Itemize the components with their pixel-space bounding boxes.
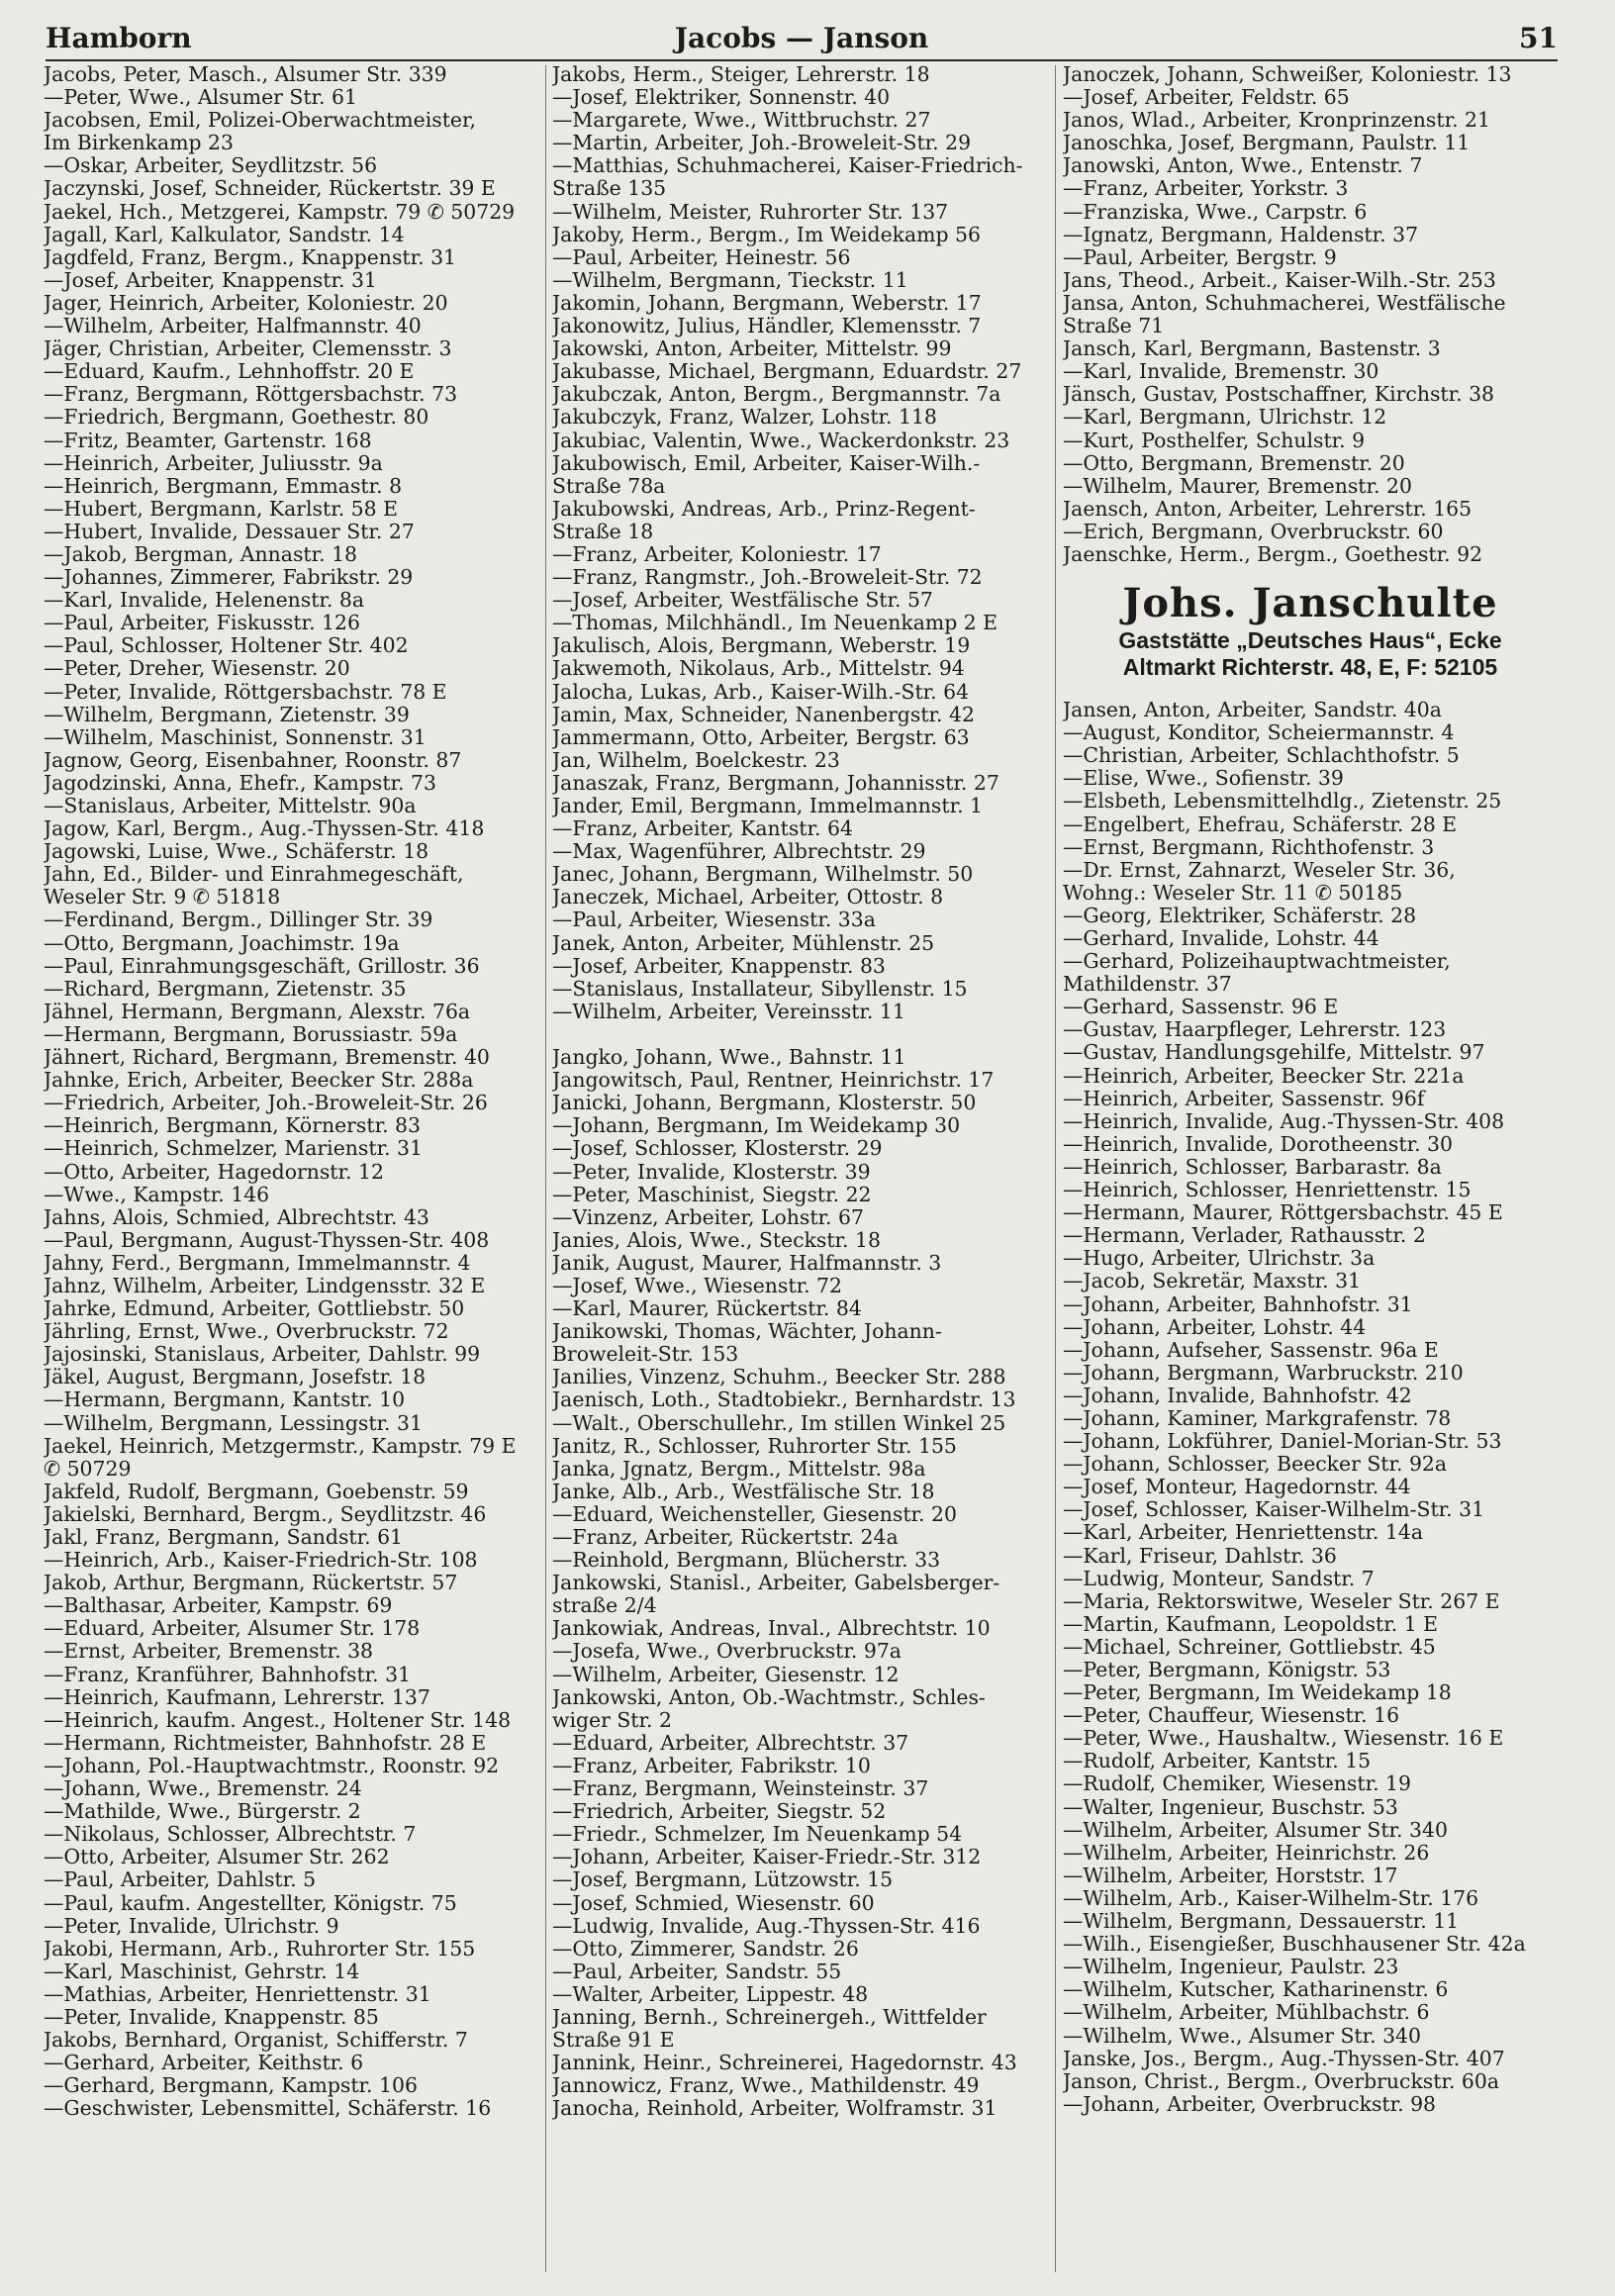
directory-entry: —Balthasar, Arbeiter, Kampstr. 69 [44,1594,393,1618]
directory-entry: —Gerhard, Sassenstr. 96 E [1063,996,1339,1019]
directory-entry: —Heinrich, Arb., Kaiser-Friedrich-Str. 108 [44,1549,478,1573]
directory-entry: —Wilhelm, Arb., Kaiser-Wilhelm-Str. 176 [1063,1886,1479,1910]
directory-entry: Janoschka, Josef, Bergmann, Paulstr. 11 [1063,132,1471,155]
directory-entry: —Paul, kaufm. Angestellter, Königstr. 75 [44,1891,457,1915]
directory-entry: —Heinrich, Arbeiter, Beecker Str. 221a [1063,1064,1465,1088]
directory-entry: Jakob, Arthur, Bergmann, Rückertstr. 57 [44,1572,458,1595]
directory-entry: Janicki, Johann, Bergmann, Klosterstr. 50 [552,1092,977,1115]
directory-entry: —Walter, Arbeiter, Lippestr. 48 [552,1982,869,2006]
directory-entry: —Josef, Wwe., Wiesenstr. 72 [552,1274,843,1297]
directory-entry: Jacobsen, Emil, Polizei-Oberwachtmeister, [44,109,476,133]
directory-entry: —Heinrich, Schlosser, Henriettenstr. 15 [1063,1179,1472,1202]
directory-entry: —Wilhelm, Maurer, Bremenstr. 20 [1063,474,1412,498]
directory-entry: —Johann, Pol.-Hauptwachtmstr., Roonstr. 92 [44,1754,500,1777]
directory-entry: Jaenschke, Herm., Bergm., Goethestr. 92 [1063,542,1483,566]
directory-entry: Jähnert, Richard, Bergmann, Bremenstr. 40 [44,1046,490,1070]
directory-entry: —Peter, Invalide, Knappenstr. 85 [44,2005,379,2029]
directory-entry: Jakobi, Hermann, Arb., Ruhrorter Str. 155 [44,1937,476,1961]
directory-entry: —Michael, Schreiner, Gottliebstr. 45 [1063,1635,1436,1659]
directory-entry: —Heinrich, Kaufmann, Lehrerstr. 137 [44,1685,430,1709]
directory-entry: —Ignatz, Bergmann, Haldenstr. 37 [1063,223,1419,246]
directory-entry: Jänsch, Gustav, Postschaffner, Kirchstr. 38 [1063,383,1495,407]
advertisement [1063,580,1558,681]
directory-entry: Janilies, Vinzenz, Schuhm., Beecker Str. 288 [552,1366,1006,1389]
directory-entry: Jansa, Anton, Schuhmacherei, Westfälische [1063,291,1506,315]
page-header [46,16,1558,61]
directory-entry: —Josef, Arbeiter, Westfälische Str. 57 [552,589,933,613]
column-3-top [1063,63,1558,566]
column-1 [44,63,538,2282]
directory-entry: Janik, August, Maurer, Halfmannstr. 3 [552,1251,942,1275]
directory-entry: Jammermann, Otto, Arbeiter, Bergstr. 63 [552,725,970,749]
directory-entry: —Ferdinand, Bergm., Dillinger Str. 39 [44,909,433,932]
directory-entry: Jahrke, Edmund, Arbeiter, Gottliebstr. 50 [44,1297,465,1321]
directory-entry: —Franziska, Wwe., Carpstr. 6 [1063,200,1368,224]
directory-entry: —Gerhard, Invalide, Lohstr. 44 [1063,927,1379,950]
directory-entry: Janowski, Anton, Wwe., Entenstr. 7 [1063,154,1423,178]
directory-entry: —Josefa, Wwe., Overbruckstr. 97a [552,1640,902,1664]
directory-entry: Jakwemoth, Nikolaus, Arb., Mittelstr. 94 [552,657,965,681]
directory-entry: Jäkel, August, Bergmann, Josefstr. 18 [44,1366,427,1389]
directory-entry: —Franz, Bergmann, Röttgersbachstr. 73 [44,383,458,407]
directory-entry: Janocha, Reinhold, Arbeiter, Wolframstr. 31 [552,2097,998,2121]
directory-entry: —Otto, Bergmann, Joachimstr. 19a [44,931,400,955]
directory-entry: Jähnel, Hermann, Bergmann, Alexstr. 76a [44,1000,471,1023]
directory-entry: —Peter, Bergmann, Königstr. 53 [1063,1659,1391,1681]
directory-entry: Broweleit-Str. 153 [552,1343,739,1367]
directory-entry: —Johann, Aufseher, Sassenstr. 96a E [1063,1338,1439,1362]
directory-entry: —Johann, Schlosser, Beecker Str. 92a [1063,1453,1448,1477]
directory-entry: —Wilhelm, Arbeiter, Giesenstr. 12 [552,1663,900,1686]
directory-entry: wiger Str. 2 [552,1708,672,1732]
directory-entry: —Otto, Bergmann, Bremenstr. 20 [1063,451,1405,475]
directory-entry: —Gerhard, Polizeihauptwachtmeister, [1063,950,1451,974]
directory-entry: Janson, Christ., Bergm., Overbruckstr. 60a [1063,2069,1500,2093]
directory-entry: Jajosinski, Stanislaus, Arbeiter, Dahlstr. 99 [44,1343,481,1367]
directory-entry: —Erich, Bergmann, Overbruckstr. 60 [1063,520,1444,543]
directory-entry: —Wilhelm, Bergmann, Lessingstr. 31 [44,1411,423,1435]
directory-entry: —Wwe., Kampstr. 146 [44,1183,270,1206]
directory-entry: —Franz, Kranführer, Bahnhofstr. 31 [44,1663,412,1686]
directory-entry: —Paul, Arbeiter, Sandstr. 55 [552,1960,842,1983]
directory-entry: —Peter, Wwe., Alsumer Str. 61 [44,86,357,110]
directory-entry: —Johannes, Zimmerer, Fabrikstr. 29 [44,566,414,590]
directory-entry: Janke, Alb., Arb., Westfälische Str. 18 [552,1480,935,1503]
directory-entry: —Wilhelm, Ingenieur, Paulstr. 23 [1063,1956,1399,1979]
directory-entry: —Johann, Bergmann, Warbruckstr. 210 [1063,1361,1464,1385]
directory-entry: —Nikolaus, Schlosser, Albrechtstr. 7 [44,1823,417,1847]
directory-entry: Jahnke, Erich, Arbeiter, Beecker Str. 288a [44,1069,474,1093]
directory-entry: Janos, Wlad., Arbeiter, Kronprinzenstr. 21 [1063,109,1491,133]
directory-entry: —Paul, Arbeiter, Wiesenstr. 33a [552,909,876,932]
directory-entry: —Jakob, Bergman, Annastr. 18 [44,542,358,566]
ad-line-2: Altmarkt Richterstr. 48, E, F: 52105 [1122,654,1498,681]
directory-entry: Jankowiak, Andreas, Inval., Albrechtstr. 10 [552,1617,991,1641]
directory-entry: —Wilhelm, Bergmann, Tieckstr. 11 [552,268,908,292]
directory-entry: —Stanislaus, Arbeiter, Mittelstr. 90a [44,795,417,817]
directory-entry: —Karl, Friseur, Dahlstr. 36 [1063,1544,1337,1568]
directory-entry: Jalocha, Lukas, Arb., Kaiser-Wilh.-Str. 64 [552,680,970,704]
directory-entry: —Johann, Arbeiter, Kaiser-Friedr.-Str. 312 [552,1846,982,1869]
directory-entry: —Heinrich, Bergmann, Emmastr. 8 [44,474,403,498]
directory-entry: Janske, Jos., Bergm., Aug.-Thyssen-Str. 407 [1063,2047,1505,2070]
header-range: Jacobs — Janson [674,22,929,54]
directory-entry: Jäger, Christian, Arbeiter, Clemensstr. 3 [44,337,452,361]
directory-entry: Jankowski, Anton, Ob.-Wachtmstr., Schles- [552,1685,986,1709]
directory-entry: Janning, Bernh., Schreinergeh., Wittfelder [552,2005,987,2029]
directory-entry: —Hubert, Invalide, Dessauer Str. 27 [44,520,415,543]
directory-entry: Jakubowski, Andreas, Arb., Prinz-Regent- [552,497,976,521]
directory-entry: —Josef, Arbeiter, Feldstr. 65 [1063,86,1350,110]
directory-entry: —Christian, Arbeiter, Schlachthofstr. 5 [1063,744,1460,768]
directory-entry: Jakonowitz, Julius, Händler, Klemensstr. 7 [552,315,982,338]
directory-entry: —Karl, Arbeiter, Henriettenstr. 14a [1063,1521,1423,1545]
directory-entry: —Mathilde, Wwe., Bürgerstr. 2 [44,1800,361,1824]
directory-entry [552,1023,1047,1046]
directory-entry: Jangko, Johann, Wwe., Bahnstr. 11 [552,1046,906,1070]
directory-entry: Janaszak, Franz, Bergmann, Johannisstr. 27 [552,771,999,795]
directory-entry: —Wilhelm, Arbeiter, Horststr. 17 [1063,1864,1398,1887]
directory-entry: —Friedrich, Arbeiter, Joh.-Broweleit-Str. 26 [44,1092,488,1115]
directory-entry: —Franz, Arbeiter, Koloniestr. 17 [552,542,882,566]
directory-entry: —Franz, Rangmstr., Joh.-Broweleit-Str. 72 [552,566,983,590]
directory-entry: —Ernst, Bergmann, Richthofenstr. 3 [1063,835,1435,859]
directory-entry: —Oskar, Arbeiter, Seydlitzstr. 56 [44,154,378,178]
directory-entry: —Josef, Schlosser, Klosterstr. 29 [552,1137,883,1161]
directory-entry: —Max, Wagenführer, Albrechtstr. 29 [552,840,926,864]
directory-entry: Jaekel, Heinrich, Metzgermstr., Kampstr. 79 E [44,1434,517,1458]
directory-entry: —Ernst, Arbeiter, Bremenstr. 38 [44,1640,374,1664]
directory-entry: —Josef, Arbeiter, Knappenstr. 31 [44,268,377,292]
directory-entry: —Jacob, Sekretär, Maxstr. 31 [1063,1270,1362,1293]
column-3-bottom [1063,699,1558,2116]
directory-entry: —Hermann, Bergmann, Kantstr. 10 [44,1388,406,1412]
directory-entry: —Gustav, Haarpfleger, Lehrerstr. 123 [1063,1018,1447,1042]
directory-entry: Jaekel, Hch., Metzgerei, Kampstr. 79 ✆ 50729 [44,200,516,224]
directory-entry: Jakl, Franz, Bergmann, Sandstr. 61 [44,1526,404,1549]
directory-entry: Jagnow, Georg, Eisenbahner, Roonstr. 87 [44,748,462,772]
directory-entry: —Thomas, Milchhändl., Im Neuenkamp 2 E [552,612,998,635]
column-3 [1063,63,1558,2282]
directory-entry: —Gerhard, Bergmann, Kampstr. 106 [44,2074,418,2098]
directory-entry: —Rudolf, Chemiker, Wiesenstr. 19 [1063,1772,1411,1796]
directory-entry: —Friedrich, Arbeiter, Siegstr. 52 [552,1800,887,1824]
directory-entry: —Heinrich, Arbeiter, Juliusstr. 9a [44,451,383,475]
directory-entry: —Heinrich, kaufm. Angest., Holtener Str. 148 [44,1708,512,1732]
directory-entry: —Gustav, Handlungsgehilfe, Mittelstr. 97 [1063,1041,1485,1065]
directory-entry: —Peter, Wwe., Haushaltw., Wiesenstr. 16 E [1063,1727,1504,1751]
directory-entry: Jakfeld, Rudolf, Bergmann, Goebenstr. 59 [44,1480,469,1503]
directory-entry: —August, Konditor, Scheiermannstr. 4 [1063,721,1455,745]
directory-entry: —Wilhelm, Meister, Ruhrorter Str. 137 [552,200,949,224]
directory-entry: —Fritz, Beamter, Gartenstr. 168 [44,429,372,452]
directory-entry: —Paul, Einrahmungsgeschäft, Grillostr. 36 [44,954,480,978]
directory-entry: Jager, Heinrich, Arbeiter, Koloniestr. 20 [44,291,448,315]
directory-entry: —Martin, Arbeiter, Joh.-Broweleit-Str. 29 [552,132,972,155]
directory-entry: —Wilhelm, Arbeiter, Vereinsstr. 11 [552,1000,905,1023]
directory-entry: —Franz, Arbeiter, Rückertstr. 24a [552,1526,899,1549]
directory-entry: Weseler Str. 9 ✆ 51818 [44,886,281,909]
directory-entry: —Josef, Monteur, Hagedornstr. 44 [1063,1476,1411,1499]
directory-entry: —Peter, Invalide, Röttgersbachstr. 78 E [44,680,447,704]
directory-entry: —Walter, Ingenieur, Buschstr. 53 [1063,1795,1398,1819]
directory-entry: —Wilhelm, Bergmann, Dessauerstr. 11 [1063,1910,1460,1934]
ad-title: Johs. Janschulte [1122,580,1498,627]
directory-entry: Jakowski, Anton, Arbeiter, Mittelstr. 99 [552,337,952,361]
directory-entry: —Johann, Invalide, Bahnhofstr. 42 [1063,1384,1412,1407]
directory-entry: —Hermann, Richtmeister, Bahnhofstr. 28 E [44,1731,487,1755]
directory-entry: Jakomin, Johann, Bergmann, Weberstr. 17 [552,291,982,315]
directory-entry: —Paul, Arbeiter, Dahlstr. 5 [44,1868,317,1892]
directory-entry: —Peter, Bergmann, Im Weidekamp 18 [1063,1681,1452,1705]
directory-entry: —Peter, Invalide, Ulrichstr. 9 [44,1914,339,1938]
directory-entry: Jakulisch, Alois, Bergmann, Weberstr. 19 [552,634,971,658]
directory-entry: Straße 135 [552,177,667,201]
directory-entry: —Eduard, Arbeiter, Albrechtstr. 37 [552,1731,909,1755]
directory-entry: Mathildenstr. 37 [1063,973,1232,997]
directory-entry: Jährling, Ernst, Wwe., Overbruckstr. 72 [44,1320,449,1344]
directory-entry: Jakielski, Bernhard, Bergm., Seydlitzstr. 46 [44,1502,487,1526]
directory-entry: —Eduard, Kaufm., Lehnhoffstr. 20 E [44,360,415,384]
directory-entry: Jakubowisch, Emil, Arbeiter, Kaiser-Wilh.- [552,451,981,475]
directory-entry: —Wilhelm, Wwe., Alsumer Str. 340 [1063,2024,1422,2048]
directory-entry: Jahny, Ferd., Bergmann, Immelmannstr. 4 [44,1251,471,1275]
column-2 [552,63,1047,2282]
directory-entry: Jakobs, Herm., Steiger, Lehrerstr. 18 [552,63,930,86]
directory-entry: —Karl, Invalide, Bremenstr. 30 [1063,360,1379,384]
directory-entry: Jakoby, Herm., Bergm., Im Weidekamp 56 [552,223,982,246]
directory-entry: Janikowski, Thomas, Wächter, Johann- [552,1320,942,1344]
directory-entry: —Otto, Arbeiter, Alsumer Str. 262 [44,1846,390,1869]
directory-entry: Jaenisch, Loth., Stadtobiekr., Bernhardstr. 13 [552,1388,1016,1412]
directory-entry: —Wilhelm, Bergmann, Zietenstr. 39 [44,703,410,726]
directory-entry: —Peter, Invalide, Klosterstr. 39 [552,1160,871,1184]
directory-entry: —Franz, Arbeiter, Fabrikstr. 10 [552,1754,871,1777]
directory-entry: —Peter, Dreher, Wiesenstr. 20 [44,657,350,681]
directory-entry: —Peter, Chauffeur, Wiesenstr. 16 [1063,1704,1400,1728]
directory-entry: Jacobs, Peter, Masch., Alsumer Str. 339 [44,63,447,86]
directory-entry: Jan, Wilhelm, Boelckestr. 23 [552,748,840,772]
directory-entry: Jakubczak, Anton, Bergm., Bergmannstr. 7a [552,383,1001,407]
directory-entry: —Johann, Arbeiter, Lohstr. 44 [1063,1315,1367,1339]
directory-entry: —Hermann, Maurer, Röttgersbachstr. 45 E [1063,1201,1503,1225]
directory-entry: —Friedr., Schmelzer, Im Neuenkamp 54 [552,1823,963,1847]
directory-entry: —Paul, Arbeiter, Fiskusstr. 126 [44,612,360,635]
directory-entry: —Engelbert, Ehefrau, Schäferstr. 28 E [1063,813,1458,836]
directory-entry: —Ludwig, Monteur, Sandstr. 7 [1063,1567,1375,1590]
directory-entry: —Stanislaus, Installateur, Sibyllenstr. 15 [552,977,968,1001]
directory-entry: —Hugo, Arbeiter, Ulrichstr. 3a [1063,1247,1376,1271]
page-number: 51 [1519,22,1558,54]
directory-entry: —Wilhelm, Arbeiter, Halfmannstr. 40 [44,315,422,338]
directory-entry: —Josef, Elektriker, Sonnenstr. 40 [552,86,891,110]
directory-entry: ✆ 50729 [44,1457,132,1481]
directory-entry: —Karl, Invalide, Helenenstr. 8a [44,589,365,613]
directory-entry: —Wilhelm, Arbeiter, Alsumer Str. 340 [1063,1818,1448,1842]
directory-entry: —Johann, Wwe., Bremenstr. 24 [44,1777,362,1801]
directory-entry: —Paul, Arbeiter, Heinestr. 56 [552,245,851,269]
directory-entry: —Wilhelm, Kutscher, Katharinenstr. 6 [1063,1978,1449,2002]
directory-entry: —Franz, Arbeiter, Kantstr. 64 [552,817,853,841]
directory-entry: Janec, Johann, Bergmann, Wilhelmstr. 50 [552,863,974,887]
directory-entry: —Heinrich, Schlosser, Barbarastr. 8a [1063,1155,1442,1179]
directory-entry: —Karl, Maschinist, Gehrstr. 14 [44,1960,360,1983]
directory-entry: Jagdfeld, Franz, Bergm., Knappenstr. 31 [44,245,457,269]
directory-entry: Straße 78a [552,474,666,498]
directory-entry: —Johann, Lokführer, Daniel-Morian-Str. 53 [1063,1430,1502,1454]
directory-entry: —Wilhelm, Arbeiter, Heinrichstr. 26 [1063,1841,1430,1865]
listing-columns [44,63,1571,2282]
directory-entry: —Heinrich, Invalide, Aug.-Thyssen-Str. 408 [1063,1109,1505,1133]
directory-entry: Jamin, Max, Schneider, Nanenbergstr. 42 [552,703,975,726]
directory-entry: —Martin, Kaufmann, Leopoldstr. 1 E [1063,1612,1439,1636]
directory-entry: —Heinrich, Invalide, Dorotheenstr. 30 [1063,1132,1453,1156]
directory-entry: Jans, Theod., Arbeit., Kaiser-Wilh.-Str. 253 [1063,268,1496,292]
directory-entry: Janka, Jgnatz, Bergm., Mittelstr. 98a [552,1457,926,1481]
directory-entry: —Eduard, Weichensteller, Giesenstr. 20 [552,1502,957,1526]
directory-entry: —Otto, Zimmerer, Sandstr. 26 [552,1937,859,1961]
directory-entry: —Josef, Arbeiter, Knappenstr. 83 [552,954,886,978]
directory-entry: —Elise, Wwe., Sofienstr. 39 [1063,767,1344,791]
directory-entry: Jannink, Heinr., Schreinerei, Hagedornstr. 43 [552,2052,1017,2075]
directory-entry: —Mathias, Arbeiter, Henriettenstr. 31 [44,1982,431,2006]
directory-entry: —Peter, Maschinist, Siegstr. 22 [552,1183,872,1206]
directory-entry: —Maria, Rektorswitwe, Weseler Str. 267 E [1063,1589,1500,1613]
directory-entry: —Johann, Bergmann, Im Weidekamp 30 [552,1114,961,1138]
directory-entry: —Johann, Kaminer, Markgrafenstr. 78 [1063,1406,1452,1430]
directory-entry: Janek, Anton, Arbeiter, Mühlenstr. 25 [552,931,935,955]
directory-entry: Jansen, Anton, Arbeiter, Sandstr. 40a [1063,699,1442,722]
directory-entry: Jagowski, Luise, Wwe., Schäferstr. 18 [44,840,429,864]
directory-entry: —Heinrich, Arbeiter, Sassenstr. 96f [1063,1087,1425,1110]
directory-entry: Jakubiac, Valentin, Wwe., Wackerdonkstr. 23 [552,429,1010,452]
directory-entry: —Vinzenz, Arbeiter, Lohstr. 67 [552,1205,864,1229]
directory-entry: —Rudolf, Arbeiter, Kantstr. 15 [1063,1750,1372,1773]
directory-entry: —Johann, Arbeiter, Bahnhofstr. 31 [1063,1292,1413,1316]
directory-entry: Jakubczyk, Franz, Walzer, Lohstr. 118 [552,406,937,430]
directory-entry: Jahns, Alois, Schmied, Albrechtstr. 43 [44,1205,429,1229]
directory-entry: —Johann, Arbeiter, Overbruckstr. 98 [1063,2092,1437,2116]
directory-entry: —Friedrich, Bergmann, Goethestr. 80 [44,406,429,430]
directory-entry: Straße 71 [1063,315,1165,338]
directory-entry: —Hubert, Bergmann, Karlstr. 58 E [44,497,398,521]
directory-entry: —Margarete, Wwe., Wittbruchstr. 27 [552,109,931,133]
directory-entry: —Franz, Bergmann, Weinsteinstr. 37 [552,1777,929,1801]
directory-entry: —Wilh., Eisengießer, Buschhausener Str. 42a [1063,1933,1526,1957]
directory-entry: —Paul, Arbeiter, Bergstr. 9 [1063,245,1337,269]
directory-entry: —Otto, Arbeiter, Hagedornstr. 12 [44,1160,384,1184]
directory-entry: —Josef, Schlosser, Kaiser-Wilhelm-Str. 31 [1063,1498,1485,1522]
directory-entry: Jahnz, Wilhelm, Arbeiter, Lindgensstr. 32 E [44,1274,486,1297]
directory-entry: Jakubasse, Michael, Bergmann, Eduardstr. 27 [552,360,1022,384]
directory-entry: Jaensch, Anton, Arbeiter, Lehrerstr. 165 [1063,497,1472,521]
directory-entry: Straße 91 E [552,2029,675,2053]
directory-entry: —Heinrich, Bergmann, Körnerstr. 83 [44,1114,421,1138]
directory-entry: —Kurt, Posthelfer, Schulstr. 9 [1063,429,1366,452]
directory-entry: —Walt., Oberschullehr., Im stillen Winkel 25 [552,1411,1006,1435]
directory-entry: —Matthias, Schuhmacherei, Kaiser-Friedrich- [552,154,1023,178]
directory-entry: Janies, Alois, Wwe., Steckstr. 18 [552,1228,881,1252]
directory-entry: Jannowicz, Franz, Wwe., Mathildenstr. 49 [552,2074,980,2098]
directory-entry: —Hermann, Verlader, Rathausstr. 2 [1063,1224,1426,1248]
directory-entry: —Georg, Elektriker, Schäferstr. 28 [1063,904,1417,927]
directory-entry: Jagow, Karl, Bergm., Aug.-Thyssen-Str. 418 [44,817,485,841]
directory-entry: Janitz, R., Schlosser, Ruhrorter Str. 155 [552,1434,957,1458]
directory-entry: —Karl, Maurer, Rückertstr. 84 [552,1297,862,1321]
directory-entry: Janoczek, Johann, Schweißer, Koloniestr. 13 [1063,63,1512,86]
directory-entry: Janeczek, Michael, Arbeiter, Ottostr. 8 [552,886,944,909]
directory-entry: —Eduard, Arbeiter, Alsumer Str. 178 [44,1617,421,1641]
directory-entry: Im Birkenkamp 23 [44,132,235,155]
directory-entry: —Dr. Ernst, Zahnarzt, Weseler Str. 36, [1063,858,1456,882]
directory-entry: —Paul, Bergmann, August-Thyssen-Str. 408 [44,1228,490,1252]
directory-entry: —Elsbeth, Lebensmittelhdlg., Zietenstr. 25 [1063,790,1502,813]
directory-entry: —Geschwister, Lebensmittel, Schäferstr. 16 [44,2097,492,2121]
directory-entry: —Hermann, Bergmann, Borussiastr. 59a [44,1022,458,1046]
directory-entry: —Josef, Bergmann, Lützowstr. 15 [552,1868,894,1892]
directory-entry: —Franz, Arbeiter, Yorkstr. 3 [1063,177,1349,201]
header-place: Hamborn [46,22,192,54]
directory-entry: straße 2/4 [552,1594,657,1618]
directory-entry: —Josef, Schmied, Wiesenstr. 60 [552,1891,875,1915]
directory-entry: —Paul, Schlosser, Holtener Str. 402 [44,634,409,658]
directory-entry: —Gerhard, Arbeiter, Keithstr. 6 [44,2052,364,2075]
directory-entry: —Heinrich, Schmelzer, Marienstr. 31 [44,1137,423,1161]
directory-entry: Wohng.: Weseler Str. 11 ✆ 50185 [1063,881,1403,905]
directory-entry: —Karl, Bergmann, Ulrichstr. 12 [1063,406,1387,430]
directory-entry: —Wilhelm, Maschinist, Sonnenstr. 31 [44,725,427,749]
directory-entry: Jansch, Karl, Bergmann, Bastenstr. 3 [1063,337,1441,361]
directory-entry: Jagodzinski, Anna, Ehefr., Kampstr. 73 [44,771,436,795]
directory-entry: Jander, Emil, Bergmann, Immelmannstr. 1 [552,795,984,817]
directory-entry: Jagall, Karl, Kalkulator, Sandstr. 14 [44,223,405,246]
directory-entry: Jakobs, Bernhard, Organist, Schifferstr. 7 [44,2029,468,2053]
directory-entry: —Reinhold, Bergmann, Blücherstr. 33 [552,1549,941,1573]
directory-entry: Straße 18 [552,520,654,543]
directory-entry: —Wilhelm, Arbeiter, Mühlbachstr. 6 [1063,2001,1430,2025]
directory-entry: Jaczynski, Josef, Schneider, Rückertstr. 39 E [44,177,496,201]
directory-entry: —Ludwig, Invalide, Aug.-Thyssen-Str. 416 [552,1914,981,1938]
directory-entry: Jahn, Ed., Bilder- und Einrahmegeschäft, [44,863,464,887]
directory-entry: Jangowitsch, Paul, Rentner, Heinrichstr. 17 [552,1069,995,1093]
directory-entry: Jankowski, Stanisl., Arbeiter, Gabelsberger- [552,1572,1000,1595]
ad-line-1: Gaststätte „Deutsches Haus“, Ecke [1118,627,1502,654]
directory-entry: —Richard, Bergmann, Zietenstr. 35 [44,977,407,1001]
